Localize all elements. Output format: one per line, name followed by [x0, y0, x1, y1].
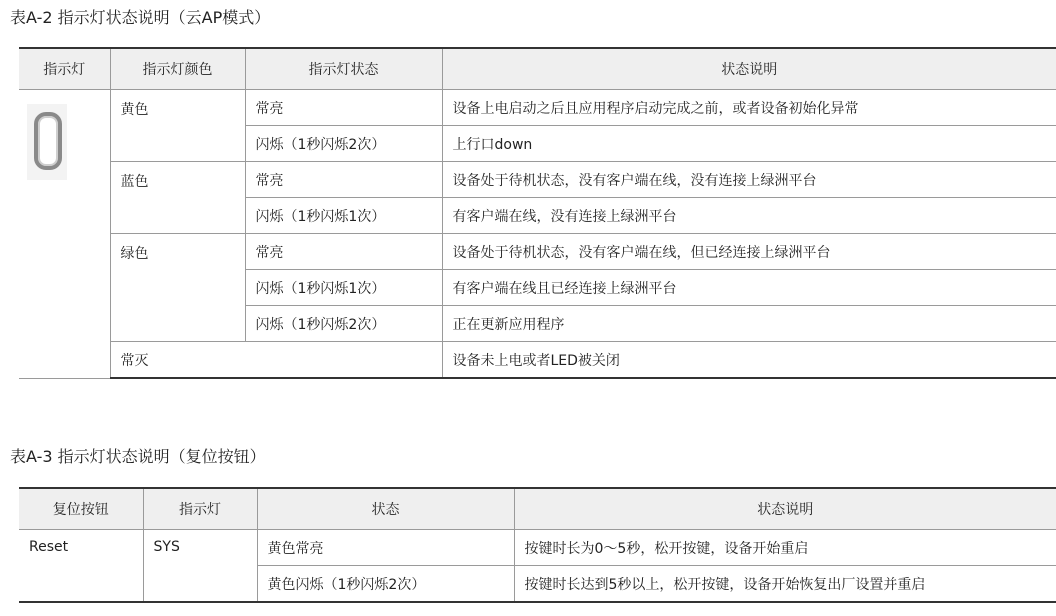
- table-a3: [19, 487, 1056, 603]
- table-cell: 按键时长达到5秒以上，松开按键，设备开始恢复出厂设置并重启: [514, 566, 1056, 603]
- table-cell: 设备处于待机状态，没有客户端在线，没有连接上绿洲平台: [442, 162, 1056, 198]
- table-cell: 闪烁（1秒闪烁1次）: [245, 198, 442, 234]
- table-cell: 黄色: [110, 90, 245, 162]
- table-cell: Reset: [19, 530, 143, 603]
- table-cell: 黄色闪烁（1秒闪烁2次）: [257, 566, 514, 603]
- table-header-row: [19, 48, 1056, 90]
- column-header: 指示灯状态: [245, 48, 442, 90]
- table-cell: 闪烁（1秒闪烁2次）: [245, 126, 442, 162]
- table-cell: 闪烁（1秒闪烁2次）: [245, 306, 442, 342]
- table-cell: 正在更新应用程序: [442, 306, 1056, 342]
- table-cell: 设备未上电或者LED被关闭: [442, 342, 1056, 379]
- table-cell: 按键时长为0～5秒，松开按键，设备开始重启: [514, 530, 1056, 566]
- column-header: 指示灯: [143, 488, 257, 530]
- table-cell: 设备处于待机状态，没有客户端在线，但已经连接上绿洲平台: [442, 234, 1056, 270]
- led-cell: [19, 90, 110, 379]
- table-cell: 有客户端在线且已经连接上绿洲平台: [442, 270, 1056, 306]
- table-cell: 常亮: [245, 234, 442, 270]
- table-header-row: [19, 488, 1056, 530]
- table-cell: 上行口down: [442, 126, 1056, 162]
- led-icon: [34, 112, 62, 170]
- column-header: 状态: [257, 488, 514, 530]
- table-row: [19, 530, 1056, 566]
- column-header: 状态说明: [514, 488, 1056, 530]
- table-row: [19, 162, 1056, 198]
- table-row: [19, 234, 1056, 270]
- table-cell: 闪烁（1秒闪烁1次）: [245, 270, 442, 306]
- table-cell: 有客户端在线，没有连接上绿洲平台: [442, 198, 1056, 234]
- table-cell: 常亮: [245, 162, 442, 198]
- led-indicator-image: [27, 104, 67, 180]
- column-header: 复位按钮: [19, 488, 143, 530]
- table-row: [19, 90, 1056, 126]
- column-header: 指示灯: [19, 48, 110, 90]
- table-a2-caption: 表A-2 指示灯状态说明（云AP模式）: [10, 8, 271, 27]
- table-cell: 绿色: [110, 234, 245, 342]
- table-cell: 蓝色: [110, 162, 245, 234]
- table-cell: 设备上电启动之后且应用程序启动完成之前，或者设备初始化异常: [442, 90, 1056, 126]
- column-header: 状态说明: [442, 48, 1056, 90]
- table-a2: [19, 47, 1056, 379]
- table-row: [19, 342, 1056, 379]
- table-cell: 黄色常亮: [257, 530, 514, 566]
- column-header: 指示灯颜色: [110, 48, 245, 90]
- table-cell: 常亮: [245, 90, 442, 126]
- table-a3-caption: 表A-3 指示灯状态说明（复位按钮）: [10, 447, 266, 466]
- table-cell: 常灭: [110, 342, 442, 379]
- table-cell: SYS: [143, 530, 257, 603]
